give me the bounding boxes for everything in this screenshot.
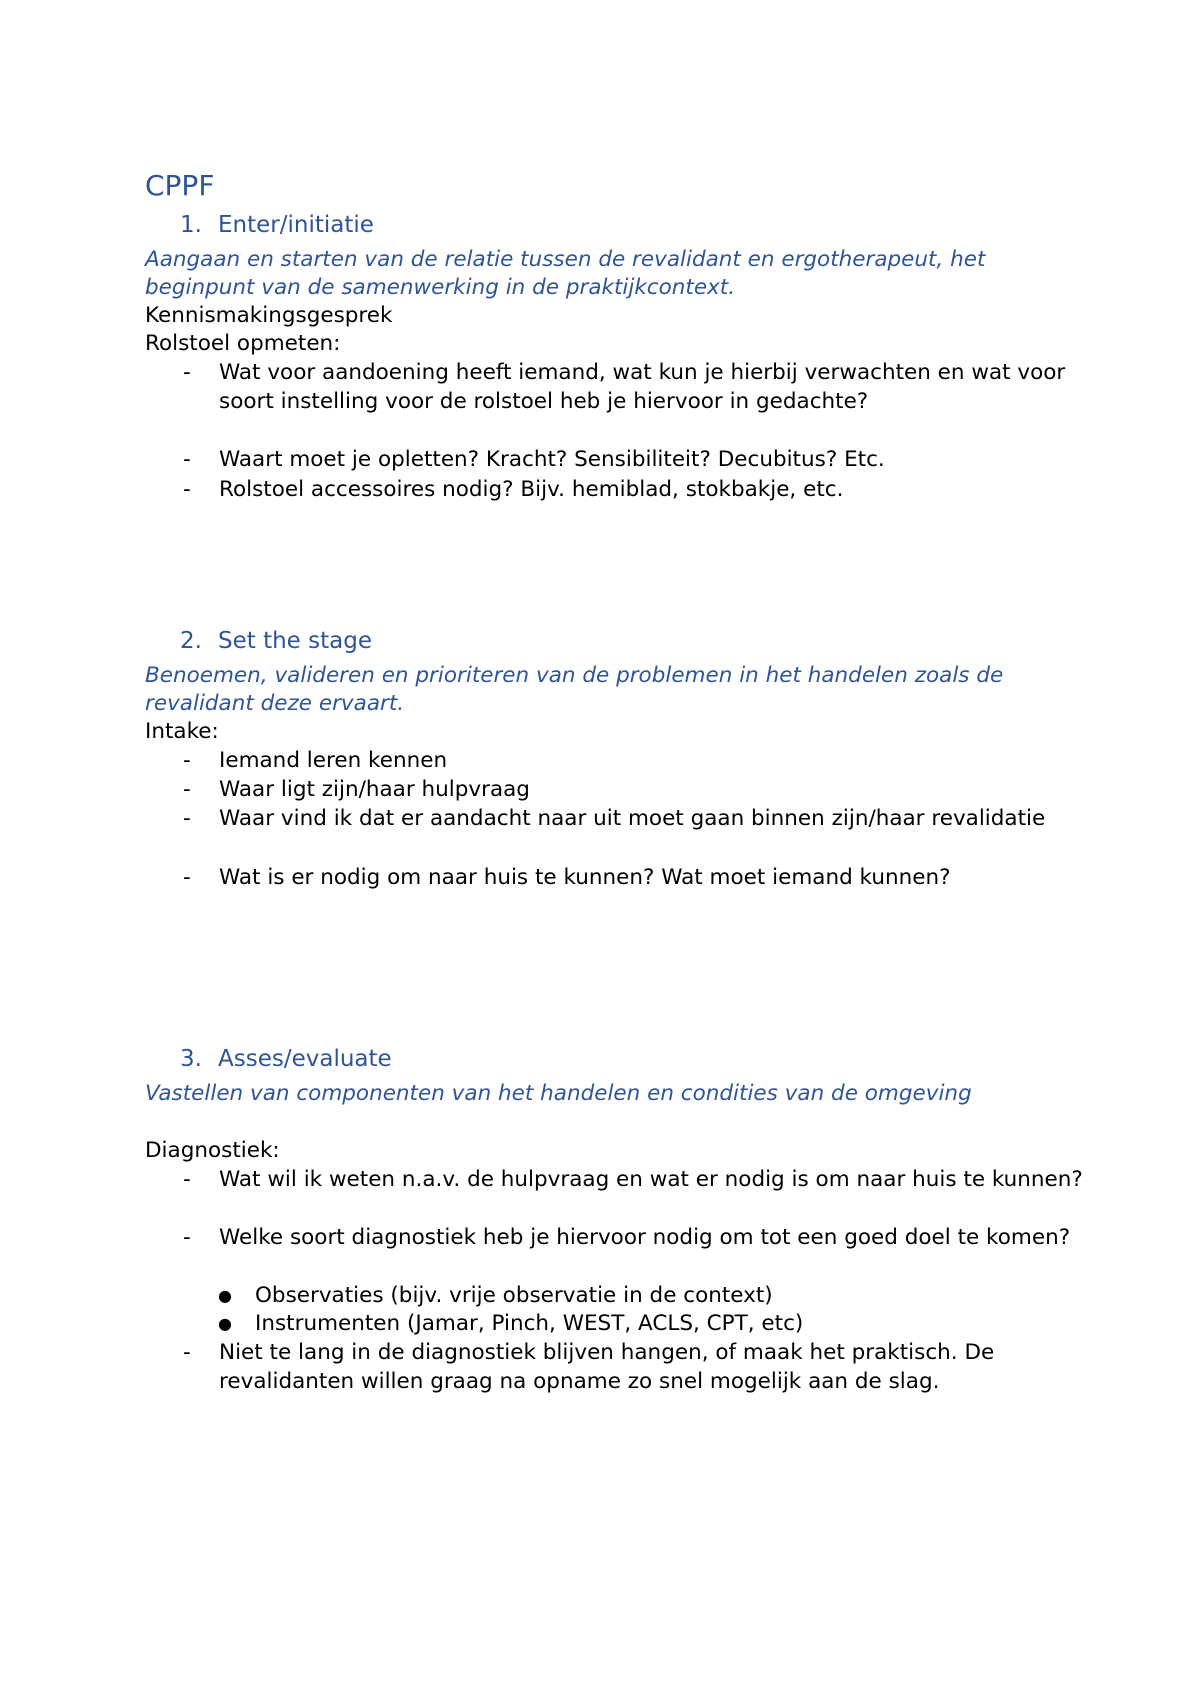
list-item (145, 359, 1085, 416)
section-title: Enter/initiatie (218, 212, 374, 238)
section-label: Kennismakingsgesprek (145, 303, 393, 328)
list-item-text: Rolstoel accessoires nodig? Bijv. hemiblad, stokbakje, etc. (219, 477, 844, 502)
section-title: Asses/evaluate (218, 1046, 392, 1072)
list-item-text: Iemand leren kennen (219, 748, 448, 773)
bullet-marker: ● (218, 1286, 232, 1305)
dash-marker: - (183, 748, 191, 773)
list-item-text: Waar vind ik dat er aandacht naar uit moet gaan binnen zijn/haar revalidatie (219, 806, 1046, 831)
section-number: 3. (180, 1046, 202, 1072)
dash-marker: - (183, 777, 191, 802)
list-item (145, 1339, 1085, 1396)
sub-list-item-text: Observaties (bijv. vrije observatie in de context) (255, 1283, 773, 1308)
bullet-marker: ● (218, 1314, 232, 1333)
section-label: Intake: (145, 719, 219, 744)
list-item-text: Wat voor aandoening heeft iemand, wat kun je hierbij verwachten en wat voor soort instelling voor de rolstoel heb je hiervoor in gedachte? (219, 360, 1066, 414)
list-item-text: Niet te lang in de diagnostiek blijven hangen, of maak het praktisch. De revalidanten willen graag na opname zo snel mogelijk aan de slag. (219, 1340, 995, 1394)
section-label: Rolstoel opmeten: (145, 331, 341, 356)
list-item-text: Waar ligt zijn/haar hulpvraag (219, 777, 530, 802)
dash-marker: - (183, 360, 191, 385)
document-title: CPPF (145, 169, 215, 202)
section-label: Diagnostiek: (145, 1138, 280, 1163)
list-item (145, 805, 1085, 834)
section-heading-set-the-stage (180, 626, 372, 656)
list-item-text: Wat is er nodig om naar huis te kunnen? Wat moet iemand kunnen? (219, 865, 951, 890)
list-item-text: Wat wil ik weten n.a.v. de hulpvraag en wat er nodig is om naar huis te kunnen? (219, 1167, 1083, 1192)
section-description: Vastellen van componenten van het handelen en condities van de omgeving (145, 1081, 972, 1106)
list-item (145, 446, 1085, 475)
dash-marker: - (183, 1225, 191, 1250)
sub-list-item-text: Instrumenten (Jamar, Pinch, WEST, ACLS, CPT, etc) (255, 1311, 804, 1336)
sub-list-item (145, 1282, 1085, 1310)
sub-list-item (145, 1310, 1085, 1338)
list-item (145, 1166, 1085, 1195)
list-item-text: Welke soort diagnostiek heb je hiervoor nodig om tot een goed doel te komen? (219, 1225, 1071, 1250)
section-description: Aangaan en starten van de relatie tussen de revalidant en ergotherapeut, het beginpunt van de samenwerking in de praktijkcontext. (145, 247, 986, 300)
list-item (145, 747, 1085, 776)
dash-marker: - (183, 865, 191, 890)
dash-marker: - (183, 477, 191, 502)
section-number: 2. (180, 628, 202, 654)
list-item (145, 864, 1085, 893)
section-description: Benoemen, valideren en prioriteren van de problemen in het handelen zoals de revalidant deze ervaart. (145, 663, 1004, 716)
list-item-text: Waart moet je opletten? Kracht? Sensibiliteit? Decubitus? Etc. (219, 447, 885, 472)
section-heading-enter (180, 210, 374, 240)
dash-marker: - (183, 806, 191, 831)
section-number: 1. (180, 212, 202, 238)
list-item (145, 776, 1085, 805)
section-title: Set the stage (218, 628, 372, 654)
list-item (145, 1224, 1085, 1253)
dash-marker: - (183, 447, 191, 472)
dash-marker: - (183, 1340, 191, 1365)
dash-marker: - (183, 1167, 191, 1192)
section-heading-asses-evaluate (180, 1044, 392, 1074)
list-item (145, 476, 1085, 505)
